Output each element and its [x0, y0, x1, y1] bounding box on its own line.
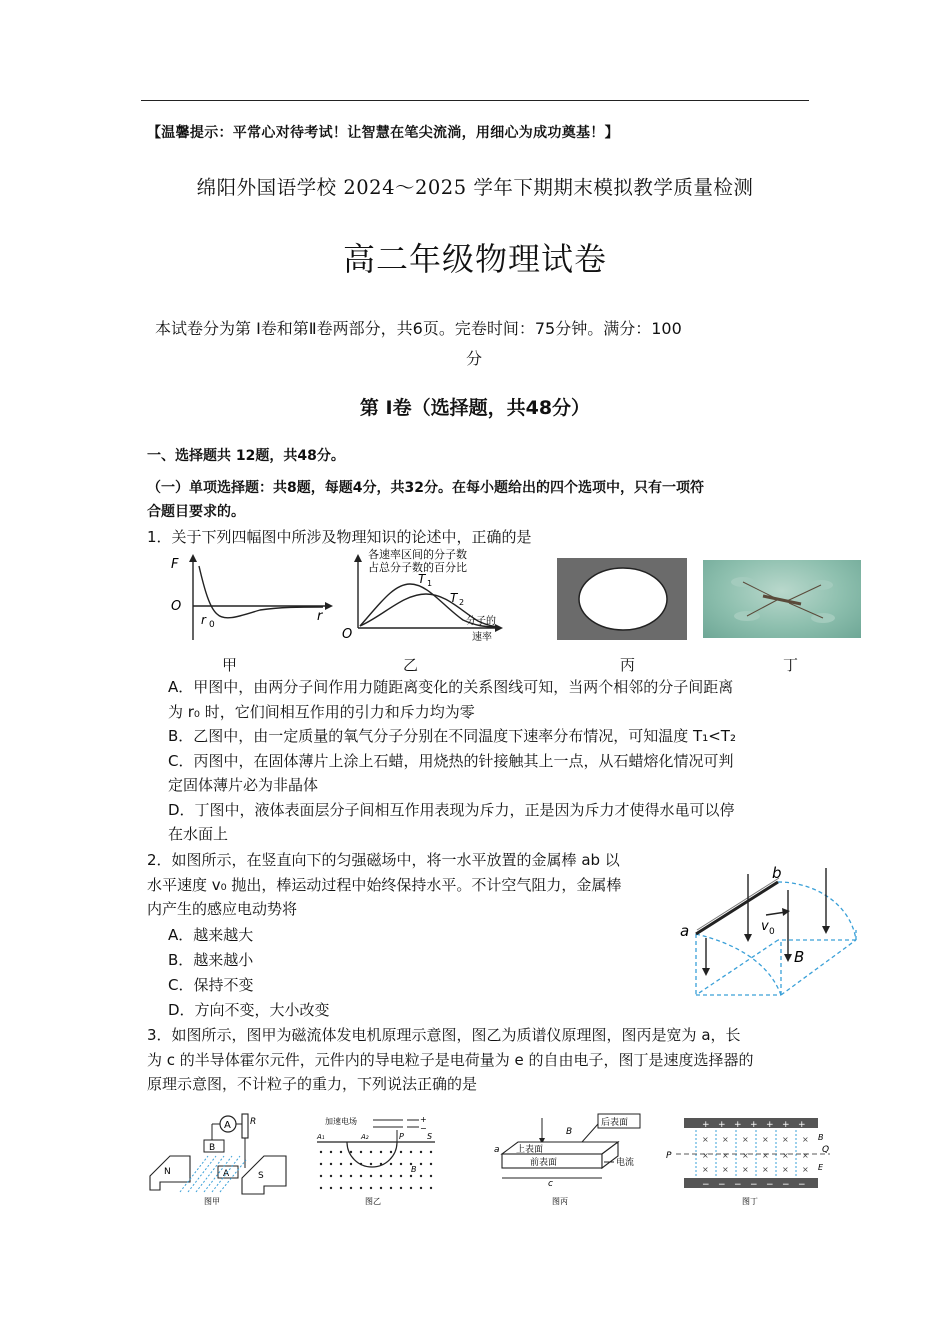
- svg-text:×: ×: [762, 1151, 769, 1160]
- q3-stem-line2: 为 c 的半导体霍尔元件，元件内的导电粒子是电荷量为 e 的自由电子，图丁是速度选择器的: [147, 1051, 754, 1069]
- q2-option-c: C．保持不变: [168, 976, 254, 994]
- svg-text:−: −: [798, 1180, 806, 1190]
- exam-info-line2: 分: [466, 349, 483, 368]
- q3-bing-caption: 图丙: [552, 1197, 568, 1206]
- q2-stem-line1: 2．如图所示，在竖直向下的匀强磁场中，将一水平放置的金属棒 ab 以: [147, 851, 620, 869]
- q2-figure: [676, 860, 862, 1002]
- svg-text:+: +: [734, 1120, 742, 1130]
- svg-text:+: +: [766, 1120, 774, 1130]
- q1-option-d-line1: D．丁图中，液体表面层分子间相互作用表现为斥力，正是因为斥力才使得水黾可以停: [168, 801, 735, 819]
- q1-option-a-line2: 为 r₀ 时，它们间相互作用的引力和斥力均为零: [168, 703, 475, 721]
- svg-text:×: ×: [782, 1135, 789, 1144]
- q2-option-b: B．越来越小: [168, 951, 254, 969]
- q1-fig-jia: [165, 552, 335, 644]
- yi-xlabel-2: 速率: [472, 632, 492, 643]
- svg-text:−: −: [718, 1180, 726, 1190]
- q3-bing-B-label: B: [566, 1127, 573, 1137]
- q1-option-c-line1: C．丙图中，在固体薄片上涂上石蜡，用烧热的针接触其上一点，从石蜡熔化情况可判: [168, 752, 734, 770]
- q1-option-c-line2: 定固体薄片必为非晶体: [168, 776, 319, 794]
- q1-fig-yi: [338, 546, 508, 646]
- svg-text:+: +: [782, 1120, 790, 1130]
- q1-caption-yi: 乙: [403, 656, 419, 674]
- jia-F-label: F: [171, 557, 179, 572]
- svg-text:×: ×: [782, 1151, 789, 1160]
- q3-jia-caption: 图甲: [204, 1197, 220, 1206]
- yi-O-label: O: [342, 627, 353, 642]
- q3-ding-P-label: P: [666, 1151, 672, 1161]
- q3-jia-N-label: N: [164, 1167, 171, 1177]
- q3-yi-plus: +: [420, 1115, 427, 1124]
- water-strider-icon: [703, 560, 861, 638]
- q3-bing-c-label: c: [548, 1179, 553, 1189]
- yi-xlabel-1: 分子的: [466, 616, 496, 627]
- q3-yi-field-label: 加速电场: [325, 1117, 357, 1126]
- q1-option-a-line1: A．甲图中，由两分子间作用力随距离变化的关系图线可知，当两个相邻的分子间距离: [168, 678, 734, 696]
- exam-info-line1: 本试卷分为第 Ⅰ卷和第Ⅱ卷两部分，共6页。完卷时间：75分钟。满分：100: [155, 319, 682, 338]
- svg-text:+: +: [718, 1120, 726, 1130]
- svg-text:×: ×: [762, 1165, 769, 1174]
- q3-fig-bing: [490, 1112, 650, 1208]
- yi-T1-label: T: [418, 572, 426, 586]
- q2-stem-line3: 内产生的感应电动势将: [147, 900, 298, 918]
- yi-ylabel-1: 各速率区间的分子数: [368, 548, 467, 561]
- q3-stem-line3: 原理示意图，不计粒子的重力，下列说法正确的是: [147, 1075, 478, 1093]
- q3-bing-front-label: 前表面: [530, 1158, 558, 1168]
- q3-bing-current-label: 电流: [616, 1158, 635, 1168]
- q2-fig-b-label: b: [772, 864, 782, 882]
- svg-text:×: ×: [762, 1135, 769, 1144]
- yi-T1-sub: 1: [427, 579, 433, 588]
- q3-jia-B-plate: B: [209, 1143, 216, 1153]
- school-line: 绵阳外国语学校 2024～2025 学年下期期末模拟教学质量检测: [196, 176, 754, 199]
- svg-text:×: ×: [802, 1165, 809, 1174]
- q3-ding-caption: 图丁: [742, 1197, 758, 1206]
- svg-text:+: +: [702, 1120, 710, 1130]
- q3-yi-A1-label: A₁: [317, 1133, 325, 1141]
- q3-yi-P-label: P: [399, 1132, 404, 1141]
- svg-text:−: −: [782, 1180, 790, 1190]
- q3-ding-B-label: B: [818, 1133, 824, 1142]
- jia-r0-sub: 0: [209, 620, 215, 630]
- q3-yi-caption: 图乙: [365, 1197, 381, 1206]
- q2-fig-a-label: a: [680, 922, 690, 940]
- page-title: 高二年级物理试卷: [342, 240, 607, 278]
- q3-ding-Q-label: Q: [822, 1145, 830, 1155]
- q2-fig-B-label: B: [794, 948, 805, 966]
- q3-yi-B-label: B: [411, 1165, 417, 1174]
- q3-stem-line1: 3．如图所示，图甲为磁流体发电机原理示意图，图乙为质谱仪原理图，图丙是宽为 a，长: [147, 1026, 741, 1044]
- q2-option-d: D．方向不变，大小改变: [168, 1001, 330, 1019]
- svg-text:−: −: [702, 1180, 710, 1190]
- q1-caption-jia: 甲: [222, 656, 238, 674]
- section-instruction-line1: （一）单项选择题：共8题，每题4分，共32分。在每小题给出的四个选项中，只有一项符: [147, 480, 704, 496]
- q2-option-a: A．越来越大: [168, 926, 254, 944]
- q3-yi-A2-label: A₂: [361, 1133, 369, 1141]
- exam-tip: 【温馨提示：平常心对待考试！让智慧在笔尖流淌，用细心为成功奠基！】: [147, 125, 619, 141]
- svg-text:×: ×: [702, 1165, 709, 1174]
- jia-O-label: O: [171, 599, 182, 614]
- q2-stem-line2: 水平速度 v₀ 抛出，棒运动过程中始终保持水平。不计空气阻力，金属棒: [147, 876, 622, 894]
- q1-option-d-line2: 在水面上: [168, 825, 229, 843]
- section-instruction-line2: 合题目要求的。: [147, 504, 245, 520]
- q3-fig-jia: [146, 1108, 294, 1206]
- svg-text:+: +: [798, 1120, 806, 1130]
- jia-r-label: r: [317, 609, 323, 624]
- svg-text:×: ×: [802, 1135, 809, 1144]
- q1-caption-ding: 丁: [783, 656, 799, 674]
- q3-fig-ding: [664, 1114, 834, 1208]
- q1-option-b: B．乙图中，由一定质量的氧气分子分别在不同温度下速率分布情况，可知温度 T₁<T₂: [168, 727, 736, 745]
- svg-text:−: −: [734, 1180, 742, 1190]
- svg-text:×: ×: [702, 1151, 709, 1160]
- svg-text:−: −: [750, 1180, 758, 1190]
- svg-text:×: ×: [802, 1151, 809, 1160]
- svg-text:×: ×: [742, 1151, 749, 1160]
- q3-jia-S-label: S: [258, 1171, 264, 1181]
- q2-fig-v-sub: 0: [769, 927, 775, 937]
- yi-T2-sub: 2: [459, 598, 465, 607]
- svg-text:×: ×: [702, 1135, 709, 1144]
- yi-T2-label: T: [450, 591, 458, 605]
- svg-text:+: +: [750, 1120, 758, 1130]
- q3-yi-S-label: S: [427, 1132, 433, 1141]
- q3-jia-R-label: R: [250, 1117, 257, 1127]
- q3-jia-A-plate: A: [223, 1169, 230, 1179]
- part-title: 第 Ⅰ卷（选择题，共48分）: [359, 397, 591, 419]
- svg-text:×: ×: [722, 1151, 729, 1160]
- q1-stem: 1．关于下列四幅图中所涉及物理知识的论述中，正确的是: [147, 528, 532, 546]
- svg-text:×: ×: [722, 1135, 729, 1144]
- q3-fig-yi: [313, 1112, 439, 1208]
- svg-text:×: ×: [722, 1165, 729, 1174]
- q3-jia-ammeter-label: A: [224, 1120, 231, 1131]
- header-rule: [141, 100, 809, 101]
- q1-fig-ding-photo: [703, 560, 861, 638]
- q3-bing-top-label: 上表面: [516, 1145, 544, 1155]
- svg-text:×: ×: [742, 1165, 749, 1174]
- yi-ylabel-2: 占总分子数的百分比: [368, 561, 467, 574]
- svg-text:×: ×: [742, 1135, 749, 1144]
- q3-bing-back-label: 后表面: [601, 1118, 629, 1128]
- jia-r0-label: r: [201, 613, 206, 627]
- q2-fig-v-label: v: [761, 919, 769, 934]
- q1-caption-bing: 丙: [620, 656, 636, 674]
- q3-bing-a-label: a: [494, 1145, 500, 1155]
- q3-ding-E-label: E: [818, 1163, 824, 1172]
- q1-fig-bing: [557, 558, 687, 640]
- svg-text:×: ×: [782, 1165, 789, 1174]
- section-title: 一、选择题共 12题，共48分。: [147, 448, 345, 464]
- q3-yi-minus: −: [420, 1124, 427, 1133]
- svg-text:−: −: [766, 1180, 774, 1190]
